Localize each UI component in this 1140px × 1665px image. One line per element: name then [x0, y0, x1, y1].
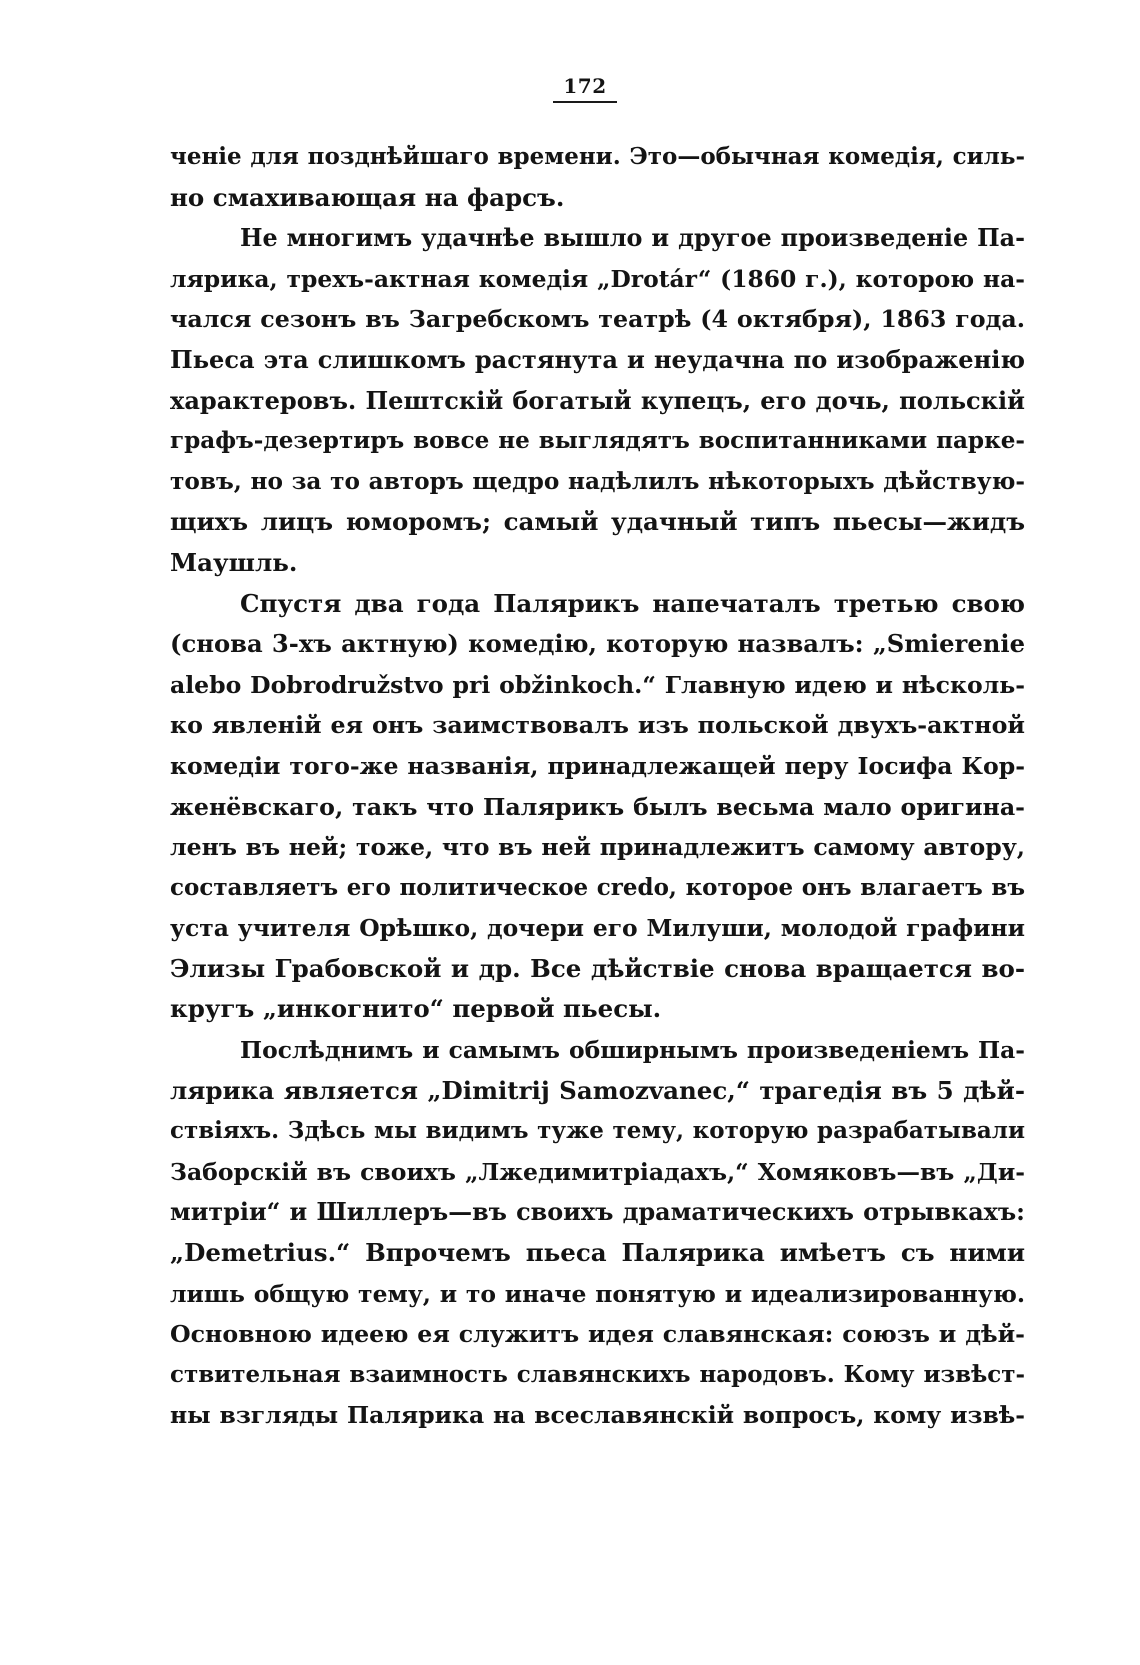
- text-line: щихъ лицъ юморомъ; самый удачный типъ пьесы—жидъ: [170, 507, 1025, 537]
- text-line: Элизы Грабовской и др. Все дѣйствіе снова вращается во-: [170, 953, 1025, 983]
- paragraph-1: [170, 137, 1025, 218]
- text-line: товъ, но за то авторъ щедро надѣлилъ нѣкоторыхъ дѣйствую-: [170, 467, 1025, 495]
- text-line: Заборскій въ своихъ „Лжедимитріадахъ,“ Хомяковъ—въ „Ди-: [170, 1157, 1025, 1186]
- text-line: Маушль.: [170, 547, 298, 577]
- text-line: Основною идеею ея служитъ идея славянская: союзъ и дѣй-: [170, 1320, 1025, 1349]
- text-line: но смахивающая на фарсъ.: [170, 182, 565, 212]
- paragraph-4: [170, 1030, 1025, 1436]
- text-line: Спустя два года Палярикъ напечаталъ третью свою: [240, 588, 1025, 618]
- text-line: ствительная взаимность славянскихъ народовъ. Кому извѣст-: [170, 1360, 1025, 1388]
- text-line: лярика, трехъ-актная комедія „Drotár“ (1860 г.), которою на-: [170, 264, 1025, 293]
- text-line: alebo Dobrodružstvo pri obžinkoch.“ Главную идею и нѣсколь-: [170, 670, 1025, 699]
- text-line: характеровъ. Пештскій богатый купецъ, его дочь, польскій: [170, 385, 1025, 415]
- text-line: ленъ въ ней; тоже, что въ ней принадлежитъ самому автору,: [170, 833, 1025, 862]
- paragraph-2: [170, 218, 1025, 583]
- text-line: (снова 3-хъ актную) комедію, которую назвалъ: „Smierenie: [170, 629, 1025, 659]
- text-line: Не многимъ удачнѣе вышло и другое произведеніе Па-: [240, 224, 1025, 253]
- text-line: Пьеса эта слишкомъ растянута и неудачна по изображенію: [170, 344, 1025, 374]
- text-line: лишь общую тему, и то иначе понятую и идеализированную.: [170, 1279, 1025, 1308]
- text-line: кругъ „инкогнито“ первой пьесы.: [170, 994, 662, 1024]
- text-line: ствіяхъ. Здѣсь мы видимъ туже тему, которую разрабатывали: [170, 1117, 1025, 1145]
- page-number: 172: [563, 74, 607, 98]
- text-line: составляетъ его политическое credo, которое онъ влагаетъ въ: [170, 873, 1025, 901]
- text-line: митріи“ и Шиллеръ—въ своихъ драматическихъ отрывкахъ:: [170, 1198, 1025, 1227]
- page-number-rule: [553, 101, 617, 103]
- text-line: графъ-дезертиръ вовсе не выглядятъ воспитанниками парке-: [170, 427, 1025, 455]
- text-line: комедіи того-же названія, принадлежащей перу Іосифа Кор-: [170, 751, 1025, 780]
- text-line: женёвскаго, такъ что Палярикъ былъ весьма мало оригина-: [170, 792, 1025, 821]
- paragraph-3: [170, 584, 1025, 1031]
- text-line: „Demetrius.“ Впрочемъ пьеса Палярика имѣетъ съ ними: [170, 1238, 1025, 1268]
- text-line: лярика является „Dimitrij Samozvanec,“ трагедія въ 5 дѣй-: [170, 1075, 1025, 1105]
- text-line: ченіе для позднѣйшаго времени. Это—обычная комедія, силь-: [170, 143, 1025, 170]
- text-line: уста учителя Орѣшко, дочери его Милуши, молодой графини: [170, 914, 1025, 943]
- text-line: ны взгляды Палярика на всеславянскій вопросъ, кому извѣ-: [170, 1401, 1025, 1430]
- body-text: [170, 137, 1025, 1436]
- text-line: ко явленій ея онъ заимствовалъ изъ польской двухъ-актной: [170, 711, 1025, 740]
- text-line: Послѣднимъ и самымъ обширнымъ произведеніемъ Па-: [240, 1036, 1025, 1065]
- text-line: чался сезонъ въ Загребскомъ театрѣ (4 октября), 1863 года.: [170, 305, 1025, 334]
